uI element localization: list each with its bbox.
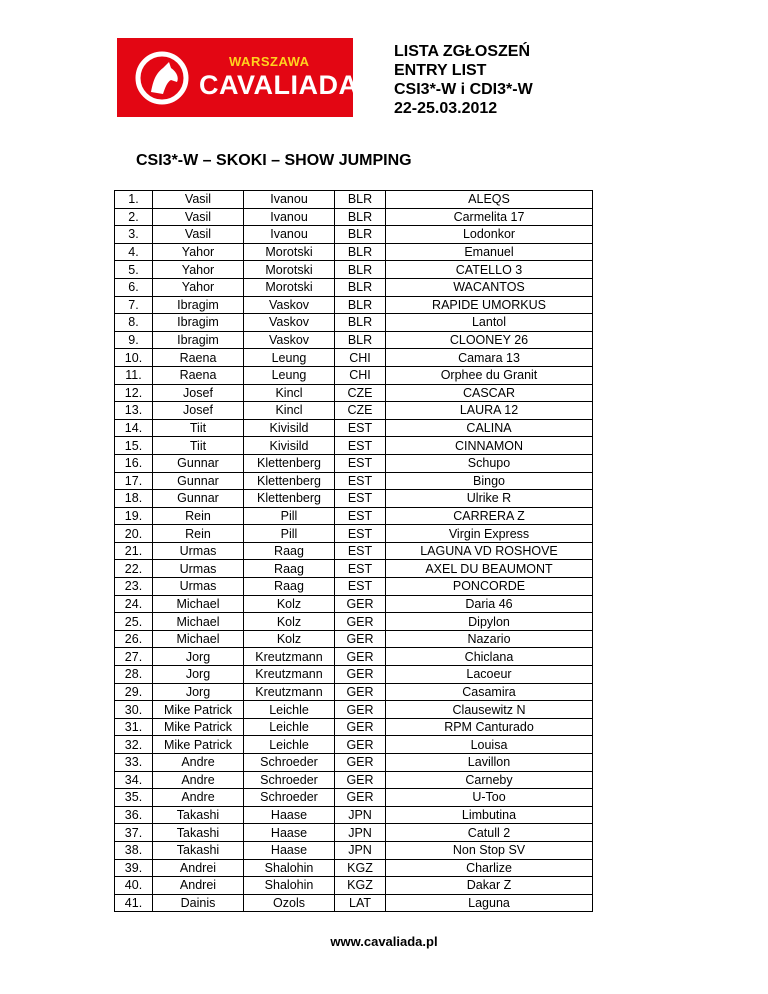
horse-name: Carneby — [386, 771, 593, 789]
entry-number: 17. — [115, 472, 153, 490]
header-line-4: 22-25.03.2012 — [394, 100, 498, 117]
nation-code: JPN — [335, 824, 386, 842]
rider-last-name: Ozols — [244, 894, 335, 912]
horse-name: AXEL DU BEAUMONT — [386, 560, 593, 578]
table-row — [115, 630, 593, 648]
horse-name: LAGUNA VD ROSHOVE — [386, 542, 593, 560]
horse-name: WACANTOS — [386, 278, 593, 296]
horse-name: Dakar Z — [386, 877, 593, 895]
table-row — [115, 402, 593, 420]
entry-number: 18. — [115, 490, 153, 508]
table-row — [115, 384, 593, 402]
rider-last-name: Kreutzmann — [244, 683, 335, 701]
table-row — [115, 437, 593, 455]
logo-main-text: CAVALIADA — [199, 70, 359, 100]
section-title: CSI3*-W – SKOKI – SHOW JUMPING — [136, 152, 412, 169]
nation-code: BLR — [335, 314, 386, 332]
nation-code: GER — [335, 595, 386, 613]
horse-name: Non Stop SV — [386, 841, 593, 859]
rider-first-name: Yahor — [153, 278, 244, 296]
nation-code: CHI — [335, 349, 386, 367]
entry-number: 12. — [115, 384, 153, 402]
horse-name: Louisa — [386, 736, 593, 754]
rider-first-name: Dainis — [153, 894, 244, 912]
table-row — [115, 560, 593, 578]
entry-number: 10. — [115, 349, 153, 367]
rider-first-name: Tiit — [153, 419, 244, 437]
table-row — [115, 208, 593, 226]
nation-code: LAT — [335, 894, 386, 912]
entry-number: 31. — [115, 718, 153, 736]
horse-name: Nazario — [386, 630, 593, 648]
horse-name: CARRERA Z — [386, 507, 593, 525]
entry-number: 32. — [115, 736, 153, 754]
rider-last-name: Raag — [244, 542, 335, 560]
table-row — [115, 877, 593, 895]
horse-name: Casamira — [386, 683, 593, 701]
cavaliada-logo — [117, 38, 359, 117]
entry-number: 26. — [115, 630, 153, 648]
table-row — [115, 349, 593, 367]
rider-first-name: Urmas — [153, 542, 244, 560]
horse-name: CLOONEY 26 — [386, 331, 593, 349]
horse-head-icon — [133, 48, 191, 108]
table-row — [115, 490, 593, 508]
table-row — [115, 736, 593, 754]
entry-number: 37. — [115, 824, 153, 842]
nation-code: BLR — [335, 296, 386, 314]
horse-name: PONCORDE — [386, 578, 593, 596]
nation-code: BLR — [335, 191, 386, 209]
entry-number: 4. — [115, 243, 153, 261]
table-row — [115, 841, 593, 859]
horse-name: Limbutina — [386, 806, 593, 824]
nation-code: EST — [335, 560, 386, 578]
rider-last-name: Pill — [244, 507, 335, 525]
rider-first-name: Josef — [153, 402, 244, 420]
horse-name: Bingo — [386, 472, 593, 490]
nation-code: GER — [335, 718, 386, 736]
entry-number: 23. — [115, 578, 153, 596]
logo-top-text: WARSZAWA — [229, 54, 310, 69]
horse-name: CASCAR — [386, 384, 593, 402]
rider-first-name: Mike Patrick — [153, 701, 244, 719]
rider-first-name: Andrei — [153, 877, 244, 895]
entry-number: 34. — [115, 771, 153, 789]
rider-last-name: Kreutzmann — [244, 648, 335, 666]
horse-name: Lodonkor — [386, 226, 593, 244]
horse-name: CALINA — [386, 419, 593, 437]
entry-list-table — [114, 190, 593, 912]
rider-last-name: Klettenberg — [244, 472, 335, 490]
entry-number: 3. — [115, 226, 153, 244]
nation-code: BLR — [335, 261, 386, 279]
horse-name: Chiclana — [386, 648, 593, 666]
horse-name: RPM Canturado — [386, 718, 593, 736]
table-row — [115, 824, 593, 842]
rider-first-name: Josef — [153, 384, 244, 402]
nation-code: BLR — [335, 226, 386, 244]
rider-last-name: Kincl — [244, 384, 335, 402]
entry-number: 15. — [115, 437, 153, 455]
horse-name: Carmelita 17 — [386, 208, 593, 226]
rider-last-name: Haase — [244, 806, 335, 824]
rider-last-name: Kincl — [244, 402, 335, 420]
entry-number: 28. — [115, 666, 153, 684]
nation-code: EST — [335, 578, 386, 596]
table-row — [115, 666, 593, 684]
nation-code: EST — [335, 419, 386, 437]
entry-number: 24. — [115, 595, 153, 613]
entry-number: 2. — [115, 208, 153, 226]
nation-code: GER — [335, 754, 386, 772]
entry-number: 33. — [115, 754, 153, 772]
nation-code: BLR — [335, 208, 386, 226]
table-row — [115, 261, 593, 279]
nation-code: JPN — [335, 841, 386, 859]
rider-last-name: Pill — [244, 525, 335, 543]
entry-number: 7. — [115, 296, 153, 314]
table-row — [115, 419, 593, 437]
nation-code: GER — [335, 613, 386, 631]
rider-first-name: Jorg — [153, 666, 244, 684]
horse-name: Orphee du Granit — [386, 366, 593, 384]
rider-last-name: Raag — [244, 560, 335, 578]
table-row — [115, 683, 593, 701]
rider-last-name: Morotski — [244, 278, 335, 296]
horse-name: Ulrike R — [386, 490, 593, 508]
entry-number: 40. — [115, 877, 153, 895]
entry-number: 41. — [115, 894, 153, 912]
horse-name: CINNAMON — [386, 437, 593, 455]
rider-last-name: Kolz — [244, 595, 335, 613]
entry-number: 22. — [115, 560, 153, 578]
rider-last-name: Morotski — [244, 243, 335, 261]
entry-number: 27. — [115, 648, 153, 666]
rider-first-name: Raena — [153, 349, 244, 367]
rider-first-name: Takashi — [153, 824, 244, 842]
table-row — [115, 314, 593, 332]
rider-last-name: Haase — [244, 841, 335, 859]
entry-number: 13. — [115, 402, 153, 420]
rider-last-name: Leichle — [244, 736, 335, 754]
entry-number: 36. — [115, 806, 153, 824]
table-row — [115, 366, 593, 384]
rider-last-name: Shalohin — [244, 877, 335, 895]
table-row — [115, 789, 593, 807]
rider-last-name: Leung — [244, 349, 335, 367]
table-row — [115, 542, 593, 560]
rider-last-name: Morotski — [244, 261, 335, 279]
horse-name: Clausewitz N — [386, 701, 593, 719]
entry-number: 38. — [115, 841, 153, 859]
entry-number: 25. — [115, 613, 153, 631]
header-line-3: CSI3*-W i CDI3*-W — [394, 81, 533, 98]
rider-first-name: Rein — [153, 525, 244, 543]
table-row — [115, 454, 593, 472]
horse-name: Dipylon — [386, 613, 593, 631]
table-row — [115, 472, 593, 490]
table-row — [115, 226, 593, 244]
nation-code: BLR — [335, 278, 386, 296]
rider-first-name: Michael — [153, 595, 244, 613]
nation-code: EST — [335, 490, 386, 508]
rider-first-name: Michael — [153, 630, 244, 648]
entry-number: 9. — [115, 331, 153, 349]
entry-number: 19. — [115, 507, 153, 525]
nation-code: CZE — [335, 402, 386, 420]
rider-first-name: Tiit — [153, 437, 244, 455]
rider-first-name: Vasil — [153, 191, 244, 209]
nation-code: BLR — [335, 243, 386, 261]
rider-first-name: Michael — [153, 613, 244, 631]
nation-code: CZE — [335, 384, 386, 402]
rider-last-name: Kolz — [244, 630, 335, 648]
entry-number: 8. — [115, 314, 153, 332]
horse-name: Lantol — [386, 314, 593, 332]
table-row — [115, 507, 593, 525]
table-row — [115, 771, 593, 789]
table-row — [115, 701, 593, 719]
table-row — [115, 648, 593, 666]
nation-code: KGZ — [335, 877, 386, 895]
entry-number: 5. — [115, 261, 153, 279]
rider-first-name: Takashi — [153, 806, 244, 824]
rider-first-name: Gunnar — [153, 490, 244, 508]
header-line-1: LISTA ZGŁOSZEŃ — [394, 43, 530, 60]
table-row — [115, 331, 593, 349]
nation-code: EST — [335, 472, 386, 490]
horse-name: U-Too — [386, 789, 593, 807]
rider-first-name: Mike Patrick — [153, 718, 244, 736]
rider-last-name: Schroeder — [244, 754, 335, 772]
rider-last-name: Vaskov — [244, 331, 335, 349]
entry-number: 21. — [115, 542, 153, 560]
nation-code: CHI — [335, 366, 386, 384]
entry-number: 29. — [115, 683, 153, 701]
rider-first-name: Rein — [153, 507, 244, 525]
rider-first-name: Vasil — [153, 208, 244, 226]
rider-first-name: Ibragim — [153, 314, 244, 332]
table-row — [115, 578, 593, 596]
header-line-2: ENTRY LIST — [394, 62, 487, 79]
rider-last-name: Ivanou — [244, 208, 335, 226]
nation-code: GER — [335, 789, 386, 807]
rider-last-name: Kreutzmann — [244, 666, 335, 684]
rider-last-name: Ivanou — [244, 226, 335, 244]
nation-code: EST — [335, 437, 386, 455]
rider-first-name: Mike Patrick — [153, 736, 244, 754]
rider-first-name: Gunnar — [153, 454, 244, 472]
entry-number: 39. — [115, 859, 153, 877]
entry-number: 16. — [115, 454, 153, 472]
table-row — [115, 191, 593, 209]
table-row — [115, 243, 593, 261]
nation-code: KGZ — [335, 859, 386, 877]
rider-first-name: Jorg — [153, 648, 244, 666]
rider-first-name: Ibragim — [153, 296, 244, 314]
rider-last-name: Schroeder — [244, 789, 335, 807]
rider-last-name: Leichle — [244, 718, 335, 736]
entry-number: 6. — [115, 278, 153, 296]
entry-number: 35. — [115, 789, 153, 807]
horse-name: Lavillon — [386, 754, 593, 772]
horse-name: Virgin Express — [386, 525, 593, 543]
rider-last-name: Ivanou — [244, 191, 335, 209]
rider-last-name: Raag — [244, 578, 335, 596]
rider-last-name: Klettenberg — [244, 490, 335, 508]
rider-last-name: Klettenberg — [244, 454, 335, 472]
nation-code: EST — [335, 454, 386, 472]
rider-last-name: Leung — [244, 366, 335, 384]
rider-first-name: Jorg — [153, 683, 244, 701]
rider-first-name: Urmas — [153, 560, 244, 578]
document-header — [394, 42, 533, 118]
nation-code: GER — [335, 701, 386, 719]
entry-number: 11. — [115, 366, 153, 384]
horse-name: ALEQS — [386, 191, 593, 209]
horse-name: Emanuel — [386, 243, 593, 261]
rider-last-name: Kivisild — [244, 437, 335, 455]
rider-last-name: Kivisild — [244, 419, 335, 437]
nation-code: EST — [335, 525, 386, 543]
entry-number: 1. — [115, 191, 153, 209]
rider-last-name: Vaskov — [244, 314, 335, 332]
rider-last-name: Haase — [244, 824, 335, 842]
rider-first-name: Yahor — [153, 243, 244, 261]
horse-name: Schupo — [386, 454, 593, 472]
table-row — [115, 806, 593, 824]
table-row — [115, 296, 593, 314]
rider-last-name: Shalohin — [244, 859, 335, 877]
nation-code: GER — [335, 630, 386, 648]
rider-last-name: Kolz — [244, 613, 335, 631]
table-row — [115, 894, 593, 912]
entry-number: 30. — [115, 701, 153, 719]
nation-code: BLR — [335, 331, 386, 349]
nation-code: GER — [335, 648, 386, 666]
horse-name: Camara 13 — [386, 349, 593, 367]
rider-first-name: Yahor — [153, 261, 244, 279]
entry-number: 14. — [115, 419, 153, 437]
horse-name: LAURA 12 — [386, 402, 593, 420]
table-row — [115, 525, 593, 543]
table-row — [115, 718, 593, 736]
table-row — [115, 859, 593, 877]
entry-number: 20. — [115, 525, 153, 543]
horse-name: Laguna — [386, 894, 593, 912]
rider-first-name: Raena — [153, 366, 244, 384]
horse-name: Daria 46 — [386, 595, 593, 613]
table-row — [115, 754, 593, 772]
table-row — [115, 613, 593, 631]
nation-code: GER — [335, 771, 386, 789]
rider-last-name: Schroeder — [244, 771, 335, 789]
nation-code: JPN — [335, 806, 386, 824]
rider-first-name: Ibragim — [153, 331, 244, 349]
rider-first-name: Urmas — [153, 578, 244, 596]
rider-first-name: Andrei — [153, 859, 244, 877]
horse-name: Catull 2 — [386, 824, 593, 842]
horse-name: RAPIDE UMORKUS — [386, 296, 593, 314]
rider-first-name: Vasil — [153, 226, 244, 244]
horse-name: Charlize — [386, 859, 593, 877]
table-row — [115, 278, 593, 296]
rider-last-name: Vaskov — [244, 296, 335, 314]
rider-first-name: Takashi — [153, 841, 244, 859]
nation-code: GER — [335, 683, 386, 701]
rider-first-name: Andre — [153, 789, 244, 807]
rider-first-name: Andre — [153, 771, 244, 789]
nation-code: GER — [335, 666, 386, 684]
nation-code: GER — [335, 736, 386, 754]
footer-url: www.cavaliada.pl — [330, 934, 438, 949]
rider-first-name: Andre — [153, 754, 244, 772]
rider-last-name: Leichle — [244, 701, 335, 719]
nation-code: EST — [335, 542, 386, 560]
horse-name: CATELLO 3 — [386, 261, 593, 279]
horse-name: Lacoeur — [386, 666, 593, 684]
table-row — [115, 595, 593, 613]
nation-code: EST — [335, 507, 386, 525]
rider-first-name: Gunnar — [153, 472, 244, 490]
